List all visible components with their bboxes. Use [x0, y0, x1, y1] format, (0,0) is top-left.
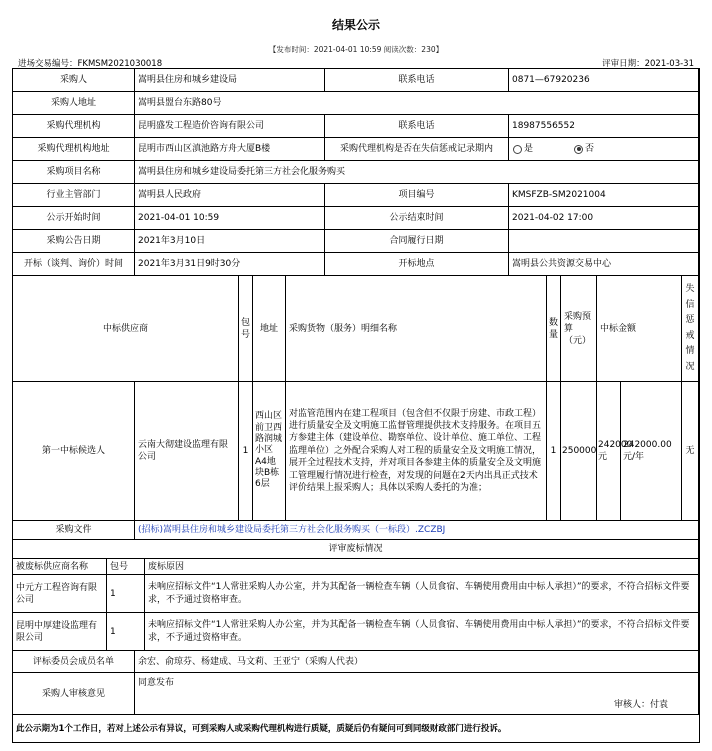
value-agency-address: 昆明市西山区滇池路方舟大厦B楼: [135, 138, 325, 161]
footer-notice: 此公示期为1个工作日，若对上述公示有异议，可到采购人或采购代理机构进行质疑，质疑后仍有疑问可到同级财政部门进行投诉。: [16, 723, 507, 734]
value-pub-start: 2021-04-01 10:59: [135, 207, 325, 230]
winner-package: 1: [239, 382, 253, 521]
value-agency-phone: 18987556552: [509, 115, 699, 138]
value-contract-date: [509, 230, 699, 253]
winner-goods: 对监管范围内在建工程项目（包含但不仅限于房建、市政工程）进行质量安全及文明施工监督管理提供技术支持服务。在项目五方参建主体（建设单位、勘察单位、设计单位、施工单位、工程监理单位）之外配合采购人对工程的质量安全及文明施工情况，展开全过程技术支持，并对项目各参建主体的质量安全及文明施工管理履行情况进行检查，对发现的问题在2天内出具正式技术评价结果上报采购人；具体以采购人委托的为准；: [286, 382, 547, 521]
value-project-no: KMSFZB-SM2021004: [509, 184, 699, 207]
value-opinion: 同意发布: [138, 678, 175, 688]
value-purchaser: 嵩明县住房和城乡建设局: [135, 69, 325, 92]
label-pub-start: 公示开始时间: [13, 207, 135, 230]
reviewer: 审核人：付袁: [613, 700, 668, 710]
winner-quantity: 1: [547, 382, 561, 521]
review-row-package: 1: [107, 613, 145, 651]
review-row-reason: 未响应招标文件“1人常驻采购人办公室，并为其配备一辆检查车辆（人员食宿、车辆使用费用由中标人承担）”的要求，不符合招标文件要求，不予通过资格审查。: [145, 575, 699, 613]
review-header-package: 包号: [107, 559, 145, 575]
winner-amount-year: 242000.00元/年: [621, 382, 682, 521]
value-announce-date: 2021年3月10日: [135, 230, 325, 253]
blacklist-radio-group: [509, 138, 699, 161]
header-dishonest: 失信惩戒情况: [682, 276, 699, 382]
value-project-name: 嵩明县住房和城乡建设局委托第三方社会化服务购买: [135, 161, 699, 184]
winner-address: 西山区前卫西路润城小区A4地块B栋6层: [253, 382, 286, 521]
label-project-no: 项目编号: [325, 184, 509, 207]
label-blacklist: 采购代理机构是否在失信惩戒记录期内: [325, 138, 509, 161]
value-pub-end: 2021-04-02 17:00: [509, 207, 699, 230]
label-open-place: 开标地点: [325, 253, 509, 276]
header-address: 地址: [253, 276, 286, 382]
label-announce-date: 采购公告日期: [13, 230, 135, 253]
value-purchaser-address: 嵩明县盟台东路80号: [135, 92, 699, 115]
review-header-supplier: 被废标供应商名称: [13, 559, 107, 575]
header-supplier: 中标供应商: [13, 276, 239, 382]
winner-rank: 第一中标候选人: [13, 382, 135, 521]
winner-amount-pkg: 242000元: [597, 382, 621, 521]
value-authority: 嵩明县人民政府: [135, 184, 325, 207]
label-open-time: 开标（谈判、询价）时间: [13, 253, 135, 276]
radio-no[interactable]: [574, 145, 583, 154]
label-project-name: 采购项目名称: [13, 161, 135, 184]
radio-no-label: 否: [585, 144, 595, 154]
radio-yes-label: 是: [524, 144, 534, 154]
header-quantity: 数量: [547, 276, 561, 382]
label-purchaser-address: 采购人地址: [13, 92, 135, 115]
review-row-reason: 未响应招标文件“1人常驻采购人办公室，并为其配备一辆检查车辆（人员食宿、车辆使用费用由中标人承担）”的要求，不符合招标文件要求，不予通过资格审查。: [145, 613, 699, 651]
value-agency: 昆明盛发工程造价咨询有限公司: [135, 115, 325, 138]
value-committee: 余宏、俞琼芬、杨建成、马文莉、王亚宁（采购人代表）: [135, 651, 699, 673]
review-row-package: 1: [107, 575, 145, 613]
review-row-supplier: 中元方工程咨询有限公司: [13, 575, 107, 613]
winner-dishonest: 无: [682, 382, 699, 521]
winner-budget: 250000: [561, 382, 597, 521]
review-section-title: 评审废标情况: [13, 540, 699, 559]
header-package: 包号: [239, 276, 253, 382]
radio-yes[interactable]: [513, 145, 522, 154]
label-opinion: 采购人审核意见: [13, 673, 135, 715]
winner-supplier: 云南大彻建设监理有限公司: [135, 382, 239, 521]
label-pub-end: 公示结束时间: [325, 207, 509, 230]
value-open-time: 2021年3月31日9时30分: [135, 253, 325, 276]
label-documents: 采购文件: [13, 521, 135, 540]
review-row-supplier: 昆明中厚建设监理有限公司: [13, 613, 107, 651]
opinion-box: [135, 673, 699, 715]
label-agency-phone: 联系电话: [325, 115, 509, 138]
header-goods: 采购货物（服务）明细名称: [286, 276, 547, 382]
value-open-place: 嵩明县公共资源交易中心: [509, 253, 699, 276]
page-title: 结果公示: [331, 18, 380, 32]
review-header-reason: 废标原因: [145, 559, 699, 575]
label-committee: 评标委员会成员名单: [13, 651, 135, 673]
trade-number: 进场交易编号：FKMSM2021030018: [18, 59, 163, 69]
header-budget: 采购预算（元）: [561, 276, 597, 382]
documents-link[interactable]: (招标)嵩明县住房和城乡建设局委托第三方社会化服务购买（一标段）.ZCZBJ: [135, 521, 699, 540]
label-purchaser: 采购人: [13, 69, 135, 92]
label-contact-phone: 联系电话: [325, 69, 509, 92]
value-contact-phone: 0871—67920236: [509, 69, 699, 92]
label-agency: 采购代理机构: [13, 115, 135, 138]
review-date: 评审日期：2021-03-31: [602, 59, 694, 69]
header-amount: 中标金额: [597, 276, 682, 382]
result-table: [12, 68, 700, 743]
label-agency-address: 采购代理机构地址: [13, 138, 135, 161]
label-contract-date: 合同履行日期: [325, 230, 509, 253]
label-authority: 行业主管部门: [13, 184, 135, 207]
publish-info: 【发布时间：2021-04-01 10:59 阅读次数：230】: [268, 45, 444, 54]
